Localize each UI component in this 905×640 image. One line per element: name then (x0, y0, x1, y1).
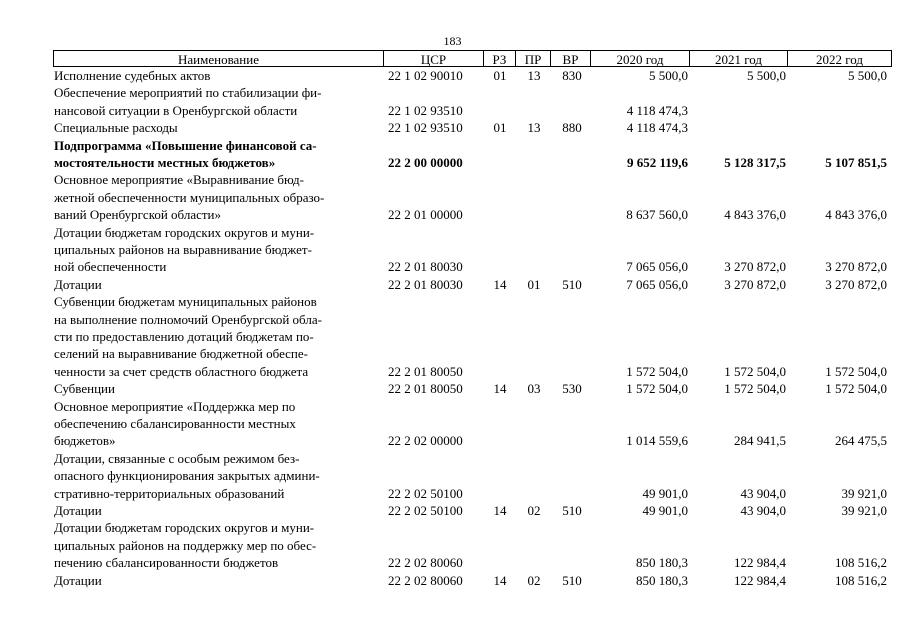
row-rz: 01 (493, 120, 507, 136)
row-pr: 13 (527, 120, 541, 136)
row-rz: 01 (493, 68, 507, 83)
row-value-2022: 39 921,0 (841, 503, 887, 518)
row-vr: 530 (562, 381, 582, 397)
row-value-2020: 4 118 474,3 (626, 120, 688, 136)
row-name: Дотации (54, 503, 102, 518)
row-csr: 22 2 02 50100 (388, 485, 463, 501)
row-value-2021: 1 572 504,0 (724, 363, 786, 379)
row-value-2021: 43 904,0 (740, 503, 786, 518)
row-csr: 22 1 02 93510 (388, 102, 463, 118)
row-name: Дотации (54, 276, 102, 292)
header-2021: 2021 год (690, 50, 788, 67)
header-rz: РЗ (484, 50, 516, 67)
row-rz: 14 (493, 572, 507, 588)
row-csr: 22 1 02 93510 (388, 120, 463, 136)
row-value-2022: 5 500,0 (848, 68, 887, 83)
row-name: Подпрограмма «Повышение финансовой са- (54, 137, 317, 153)
row-value-2022: 4 843 376,0 (825, 207, 887, 223)
row-value-2020: 8 637 560,0 (626, 207, 688, 223)
header-pr: ПР (516, 50, 551, 67)
row-vr: 830 (562, 68, 582, 83)
row-name: мостоятельности местных бюджетов» (54, 155, 276, 170)
row-name: обеспечению сбалансированности местных (54, 416, 296, 431)
row-csr: 22 2 02 80060 (388, 572, 463, 588)
row-csr: 22 2 02 50100 (388, 503, 463, 518)
row-name: бюджетов» (54, 433, 116, 449)
row-pr: 02 (527, 572, 541, 588)
row-pr: 13 (527, 68, 541, 83)
row-csr: 22 2 00 00000 (388, 155, 463, 170)
row-value-2020: 49 901,0 (642, 503, 688, 518)
row-csr: 22 1 02 90010 (388, 68, 463, 83)
row-rz: 14 (493, 381, 507, 397)
row-csr: 22 2 01 80030 (388, 276, 463, 292)
row-name: Дотации бюджетам городских округов и муни- (54, 520, 315, 536)
row-value-2020: 9 652 119,6 (626, 155, 688, 170)
row-value-2021: 122 984,4 (734, 555, 786, 571)
row-pr: 01 (527, 276, 541, 292)
row-value-2021: 43 904,0 (740, 485, 786, 501)
row-value-2022: 39 921,0 (841, 485, 887, 501)
row-value-2020: 49 901,0 (642, 485, 688, 501)
row-csr: 22 2 01 80030 (388, 259, 463, 275)
row-value-2020: 7 065 056,0 (626, 276, 688, 292)
row-value-2020: 1 014 559,6 (626, 433, 688, 449)
row-value-2021: 1 572 504,0 (724, 381, 786, 397)
row-name: Дотации бюджетам городских округов и муни- (54, 224, 315, 240)
row-name: Исполнение судебных актов (54, 68, 211, 83)
row-name: ципальных районов на выравнивание бюджет- (54, 242, 312, 257)
header-csr: ЦСР (384, 50, 484, 67)
row-value-2020: 1 572 504,0 (626, 363, 688, 379)
row-name: Субвенции (54, 381, 115, 397)
row-name: печению сбалансированности бюджетов (54, 555, 279, 571)
row-rz: 14 (493, 276, 507, 292)
header-vr: ВР (551, 50, 591, 67)
row-value-2022: 3 270 872,0 (825, 259, 887, 275)
row-value-2022: 5 107 851,5 (825, 155, 887, 170)
row-value-2020: 4 118 474,3 (626, 102, 688, 118)
row-value-2022: 1 572 504,0 (825, 381, 887, 397)
row-name: ной обеспеченности (54, 259, 167, 275)
row-value-2021: 4 843 376,0 (724, 207, 786, 223)
row-name: на выполнение полномочий Оренбургской обла- (54, 311, 322, 327)
row-name: жетной обеспеченности муниципальных образо- (54, 189, 325, 205)
row-vr: 880 (562, 120, 582, 136)
row-value-2021: 5 128 317,5 (724, 155, 786, 170)
row-name: сти по предоставлению дотаций бюджетам по- (54, 329, 314, 344)
header-name: Наименование (53, 50, 384, 67)
row-value-2021: 122 984,4 (734, 572, 786, 588)
row-name: Дотации, связанные с особым режимом без- (54, 450, 300, 466)
row-name: Основное мероприятие «Поддержка мер по (54, 398, 296, 414)
row-value-2021: 3 270 872,0 (724, 276, 786, 292)
row-value-2022: 3 270 872,0 (825, 276, 887, 292)
row-name: Основное мероприятие «Выравнивание бюд- (54, 172, 304, 188)
row-value-2022: 1 572 504,0 (825, 363, 887, 379)
row-value-2020: 850 180,3 (636, 555, 688, 571)
row-pr: 02 (527, 503, 541, 518)
row-value-2021: 284 941,5 (734, 433, 786, 449)
page-number: 183 (443, 34, 462, 48)
row-name: Дотации (54, 572, 102, 588)
row-name: Специальные расходы (54, 120, 178, 136)
row-name: нансовой ситуации в Оренбургской области (54, 102, 298, 118)
row-value-2020: 5 500,0 (649, 68, 688, 83)
row-name: Субвенции бюджетам муниципальных районов (54, 294, 317, 310)
row-csr: 22 2 01 80050 (388, 381, 463, 397)
row-name: селений на выравнивание бюджетной обеспе- (54, 346, 308, 362)
row-rz: 14 (493, 503, 507, 518)
row-name: ципальных районов на поддержку мер по обес- (54, 537, 317, 553)
row-value-2022: 108 516,2 (835, 572, 887, 588)
row-vr: 510 (562, 503, 582, 518)
row-value-2021: 5 500,0 (747, 68, 786, 83)
row-csr: 22 2 02 00000 (388, 433, 463, 449)
row-name: Обеспечение мероприятий по стабилизации фи- (54, 85, 322, 101)
row-csr: 22 2 01 80050 (388, 363, 463, 379)
header-2020: 2020 год (591, 50, 690, 67)
row-name: ченности за счет средств областного бюджета (54, 363, 309, 379)
row-value-2022: 264 475,5 (835, 433, 887, 449)
row-vr: 510 (562, 276, 582, 292)
row-value-2020: 7 065 056,0 (626, 259, 688, 275)
row-pr: 03 (527, 381, 541, 397)
row-vr: 510 (562, 572, 582, 588)
row-value-2020: 850 180,3 (636, 572, 688, 588)
row-value-2020: 1 572 504,0 (626, 381, 688, 397)
row-name: ваний Оренбургской области» (54, 207, 222, 223)
row-csr: 22 2 02 80060 (388, 555, 463, 571)
row-value-2022: 108 516,2 (835, 555, 887, 571)
row-csr: 22 2 01 00000 (388, 207, 463, 223)
row-name: стративно-территориальных образований (54, 485, 285, 501)
header-2022: 2022 год (788, 50, 892, 67)
row-value-2021: 3 270 872,0 (724, 259, 786, 275)
row-name: опасного функционирования закрытых админи- (54, 468, 320, 484)
